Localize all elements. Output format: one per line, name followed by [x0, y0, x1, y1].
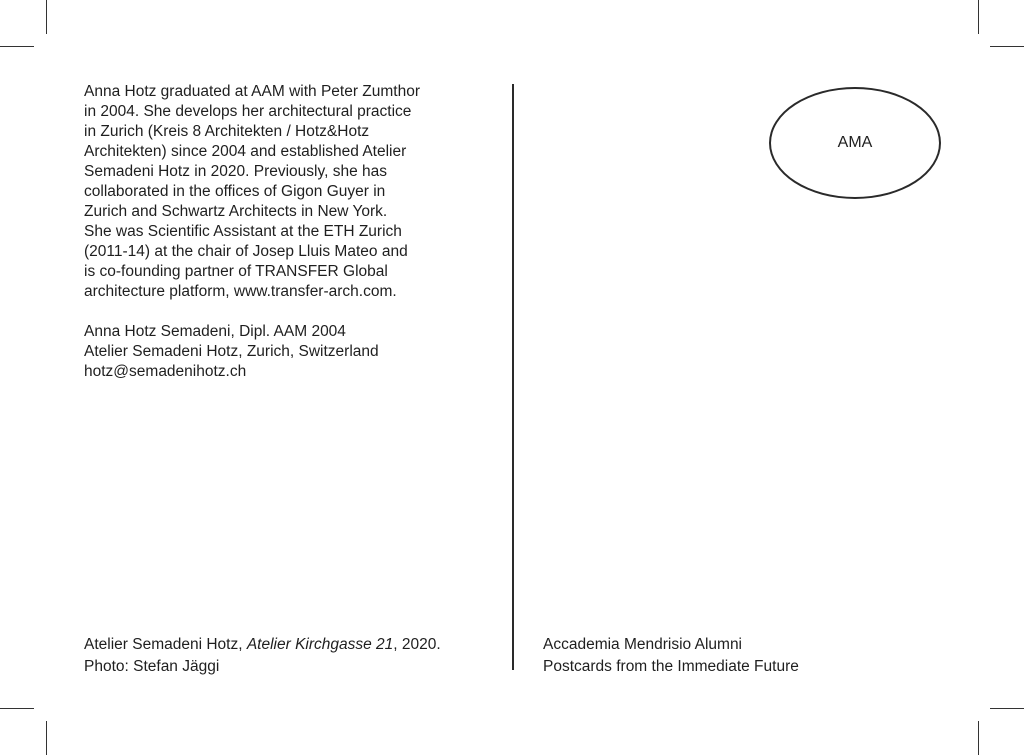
crop-mark-bottom-left-horizontal [0, 708, 34, 709]
crop-mark-top-left-vertical [46, 0, 47, 34]
crop-mark-top-right-vertical [978, 0, 979, 34]
caption-title-line [84, 634, 441, 656]
caption-studio: Atelier Semadeni Hotz, [84, 636, 247, 653]
stamp-label: AMA [837, 134, 873, 151]
contact-office: Atelier Semadeni Hotz, Zurich, Switzerland [84, 343, 379, 360]
caption-work-title: Atelier Kirchgasse 21 [246, 636, 394, 653]
crop-mark-top-right-horizontal [990, 46, 1024, 47]
bio-line: collaborated in the offices of Gigon Guyer in [84, 183, 386, 200]
bio-line: in Zurich (Kreis 8 Architekten / Hotz&Hotz [84, 123, 370, 140]
crop-mark-bottom-left-vertical [46, 721, 47, 755]
bio-line: Semadeni Hotz in 2020. Previously, she has [84, 163, 387, 180]
bio-line: She was Scientific Assistant at the ETH Zurich [84, 223, 402, 240]
bio-line: (2011-14) at the chair of Josep Lluis Mateo and [84, 243, 408, 260]
bio-line: Zurich and Schwartz Architects in New York. [84, 203, 388, 220]
postcard-divider [512, 84, 514, 670]
contact-block [84, 322, 379, 382]
contact-email: hotz@semadenihotz.ch [84, 363, 247, 380]
bio-line: Architekten) since 2004 and established Atelier [84, 143, 407, 160]
biography-text [84, 82, 484, 302]
sender-block [543, 634, 799, 678]
crop-mark-top-left-horizontal [0, 46, 34, 47]
sender-line-2: Postcards from the Immediate Future [543, 658, 799, 675]
crop-mark-bottom-right-vertical [978, 721, 979, 755]
bio-line: in 2004. She develops her architectural practice [84, 103, 412, 120]
crop-mark-bottom-right-horizontal [990, 708, 1024, 709]
caption-year: , 2020. [393, 636, 441, 653]
bio-line: architecture platform, www.transfer-arch.com. [84, 283, 397, 300]
sender-line-1: Accademia Mendrisio Alumni [543, 636, 743, 653]
stamp-oval [769, 87, 941, 199]
caption-photo-credit: Photo: Stefan Jäggi [84, 658, 220, 675]
contact-name: Anna Hotz Semadeni, Dipl. AAM 2004 [84, 323, 346, 340]
bio-line: Anna Hotz graduated at AAM with Peter Zumthor [84, 83, 421, 100]
photo-caption [84, 634, 441, 678]
bio-line: is co-founding partner of TRANSFER Global [84, 263, 388, 280]
